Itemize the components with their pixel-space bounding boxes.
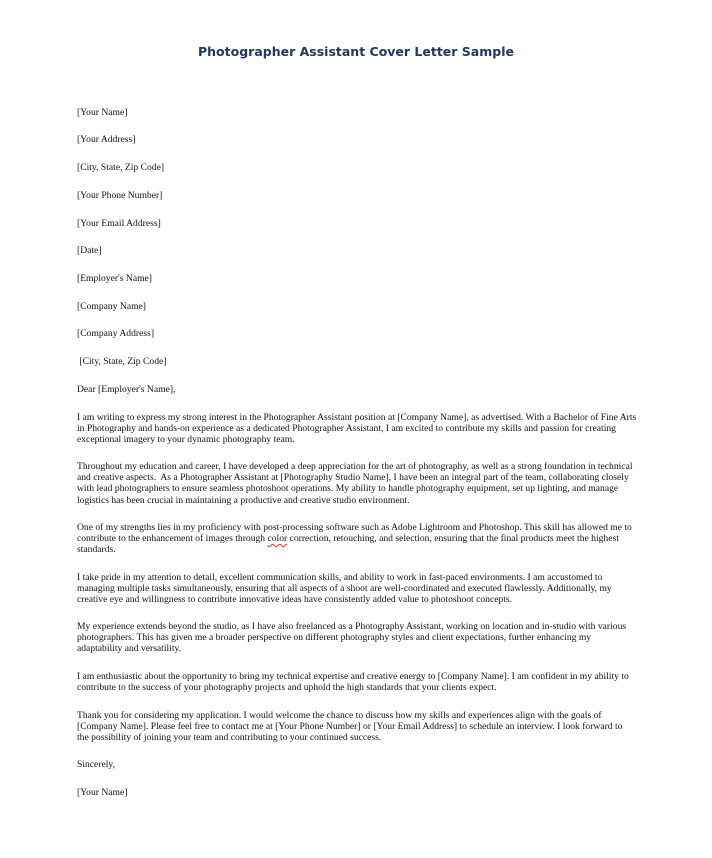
paragraph-2 bbox=[77, 461, 637, 506]
paragraph-6 bbox=[77, 671, 637, 693]
header-line-date: [Date] bbox=[77, 245, 102, 256]
paragraph-line-with-spellcheck: contribute to the enhancement of images through color correction, retouching, and selection, ensuring that the final products meet the highest bbox=[77, 533, 619, 545]
paragraph-line: creative eye and willingness to contribute innovative ideas have consistently added value to photoshoot concepts. bbox=[77, 594, 513, 606]
paragraph-line: Throughout my education and career, I have developed a deep appreciation for the art of photography, as well as a strong foundation in technical bbox=[77, 461, 633, 472]
paragraph-line: the possibility of joining your team and contributing to your continued success. bbox=[77, 732, 382, 744]
closing: Sincerely, bbox=[77, 759, 116, 770]
paragraph-5 bbox=[77, 621, 637, 655]
paragraph-line: and creative aspects. As a Photographer Assistant at [Photography Studio Name], I have been an integral part of the team, collaborating closely bbox=[77, 472, 629, 484]
paragraph-line: with lead photographers to ensure seamless photoshoot operations. My ability to handle photography equipment, set up lighting, and manage bbox=[77, 483, 619, 495]
paragraph-7 bbox=[77, 710, 637, 744]
paragraph-line: adaptability and versatility. bbox=[77, 643, 182, 655]
header-line-name: [Your Name] bbox=[77, 107, 128, 118]
paragraph-line: Thank you for considering my application. I would welcome the chance to discuss how my skills and experiences align with the goals of bbox=[77, 710, 602, 721]
header-line-company-address: [Company Address] bbox=[77, 328, 155, 339]
paragraph-line: exceptional imagery to your dynamic photography team. bbox=[77, 434, 295, 446]
paragraph-line: logistics has been crucial in maintaining a productive and creative studio environment. bbox=[77, 494, 410, 506]
header-line-employer: [Employer's Name] bbox=[77, 273, 152, 284]
header-line-city: [City, State, Zip Code] bbox=[77, 162, 165, 173]
header-line-address: [Your Address] bbox=[77, 134, 136, 145]
paragraph-line: contribute to the success of your photography projects and uphold the high standards that your clients expect. bbox=[77, 682, 497, 694]
paragraph-4 bbox=[77, 572, 637, 606]
paragraph-line: in Photography and hands-on experience as a dedicated Photographer Assistant, I am excited to contribute my skills and passion for creating bbox=[77, 423, 616, 435]
header-line-phone: [Your Phone Number] bbox=[77, 190, 163, 201]
signature: [Your Name] bbox=[77, 787, 128, 798]
paragraph-line: My experience extends beyond the studio, as I have also freelanced as a Photography Assistant, working on location and in-studio with various bbox=[77, 621, 627, 632]
paragraph-line: [Company Name]. Please feel free to contact me at [Your Phone Number] or [Your Email Address] to schedule an interview. I look forward to bbox=[77, 721, 623, 733]
paragraph-line: One of my strengths lies in my proficiency with post-processing software such as Adobe Lightroom and Photoshop. This skill has allowed me to bbox=[77, 522, 632, 533]
header-line-company: [Company Name] bbox=[77, 301, 147, 312]
paragraph-line: standards. bbox=[77, 544, 116, 556]
spellcheck-flagged-word[interactable]: color bbox=[267, 533, 288, 545]
header-line-email: [Your Email Address] bbox=[77, 218, 161, 229]
paragraph-1 bbox=[77, 412, 637, 446]
paragraph-3 bbox=[77, 522, 637, 556]
salutation: Dear [Employer's Name], bbox=[77, 384, 176, 395]
paragraph-line: I am writing to express my strong interest in the Photographer Assistant position at [Company Name], as advertised. With a Bachelor of Fine Arts bbox=[77, 412, 637, 423]
paragraph-line: I am enthusiastic about the opportunity to bring my technical expertise and creative energy to [Company Name]. I am confident in my ability to bbox=[77, 671, 629, 682]
paragraph-line: managing multiple tasks simultaneously, ensuring that all aspects of a shoot are well-coordinated and executed flawlessly. Additionally, my bbox=[77, 583, 612, 595]
page-title: Photographer Assistant Cover Letter Sample bbox=[198, 44, 514, 59]
header-line-company-city: [City, State, Zip Code] bbox=[77, 356, 167, 367]
paragraph-line: I take pride in my attention to detail, excellent communication skills, and ability to work in fast-paced environments. I am accustomed to bbox=[77, 572, 603, 583]
paragraph-line: photographers. This has given me a broader perspective on different photography styles and client expectations, further enhancing my bbox=[77, 632, 592, 644]
